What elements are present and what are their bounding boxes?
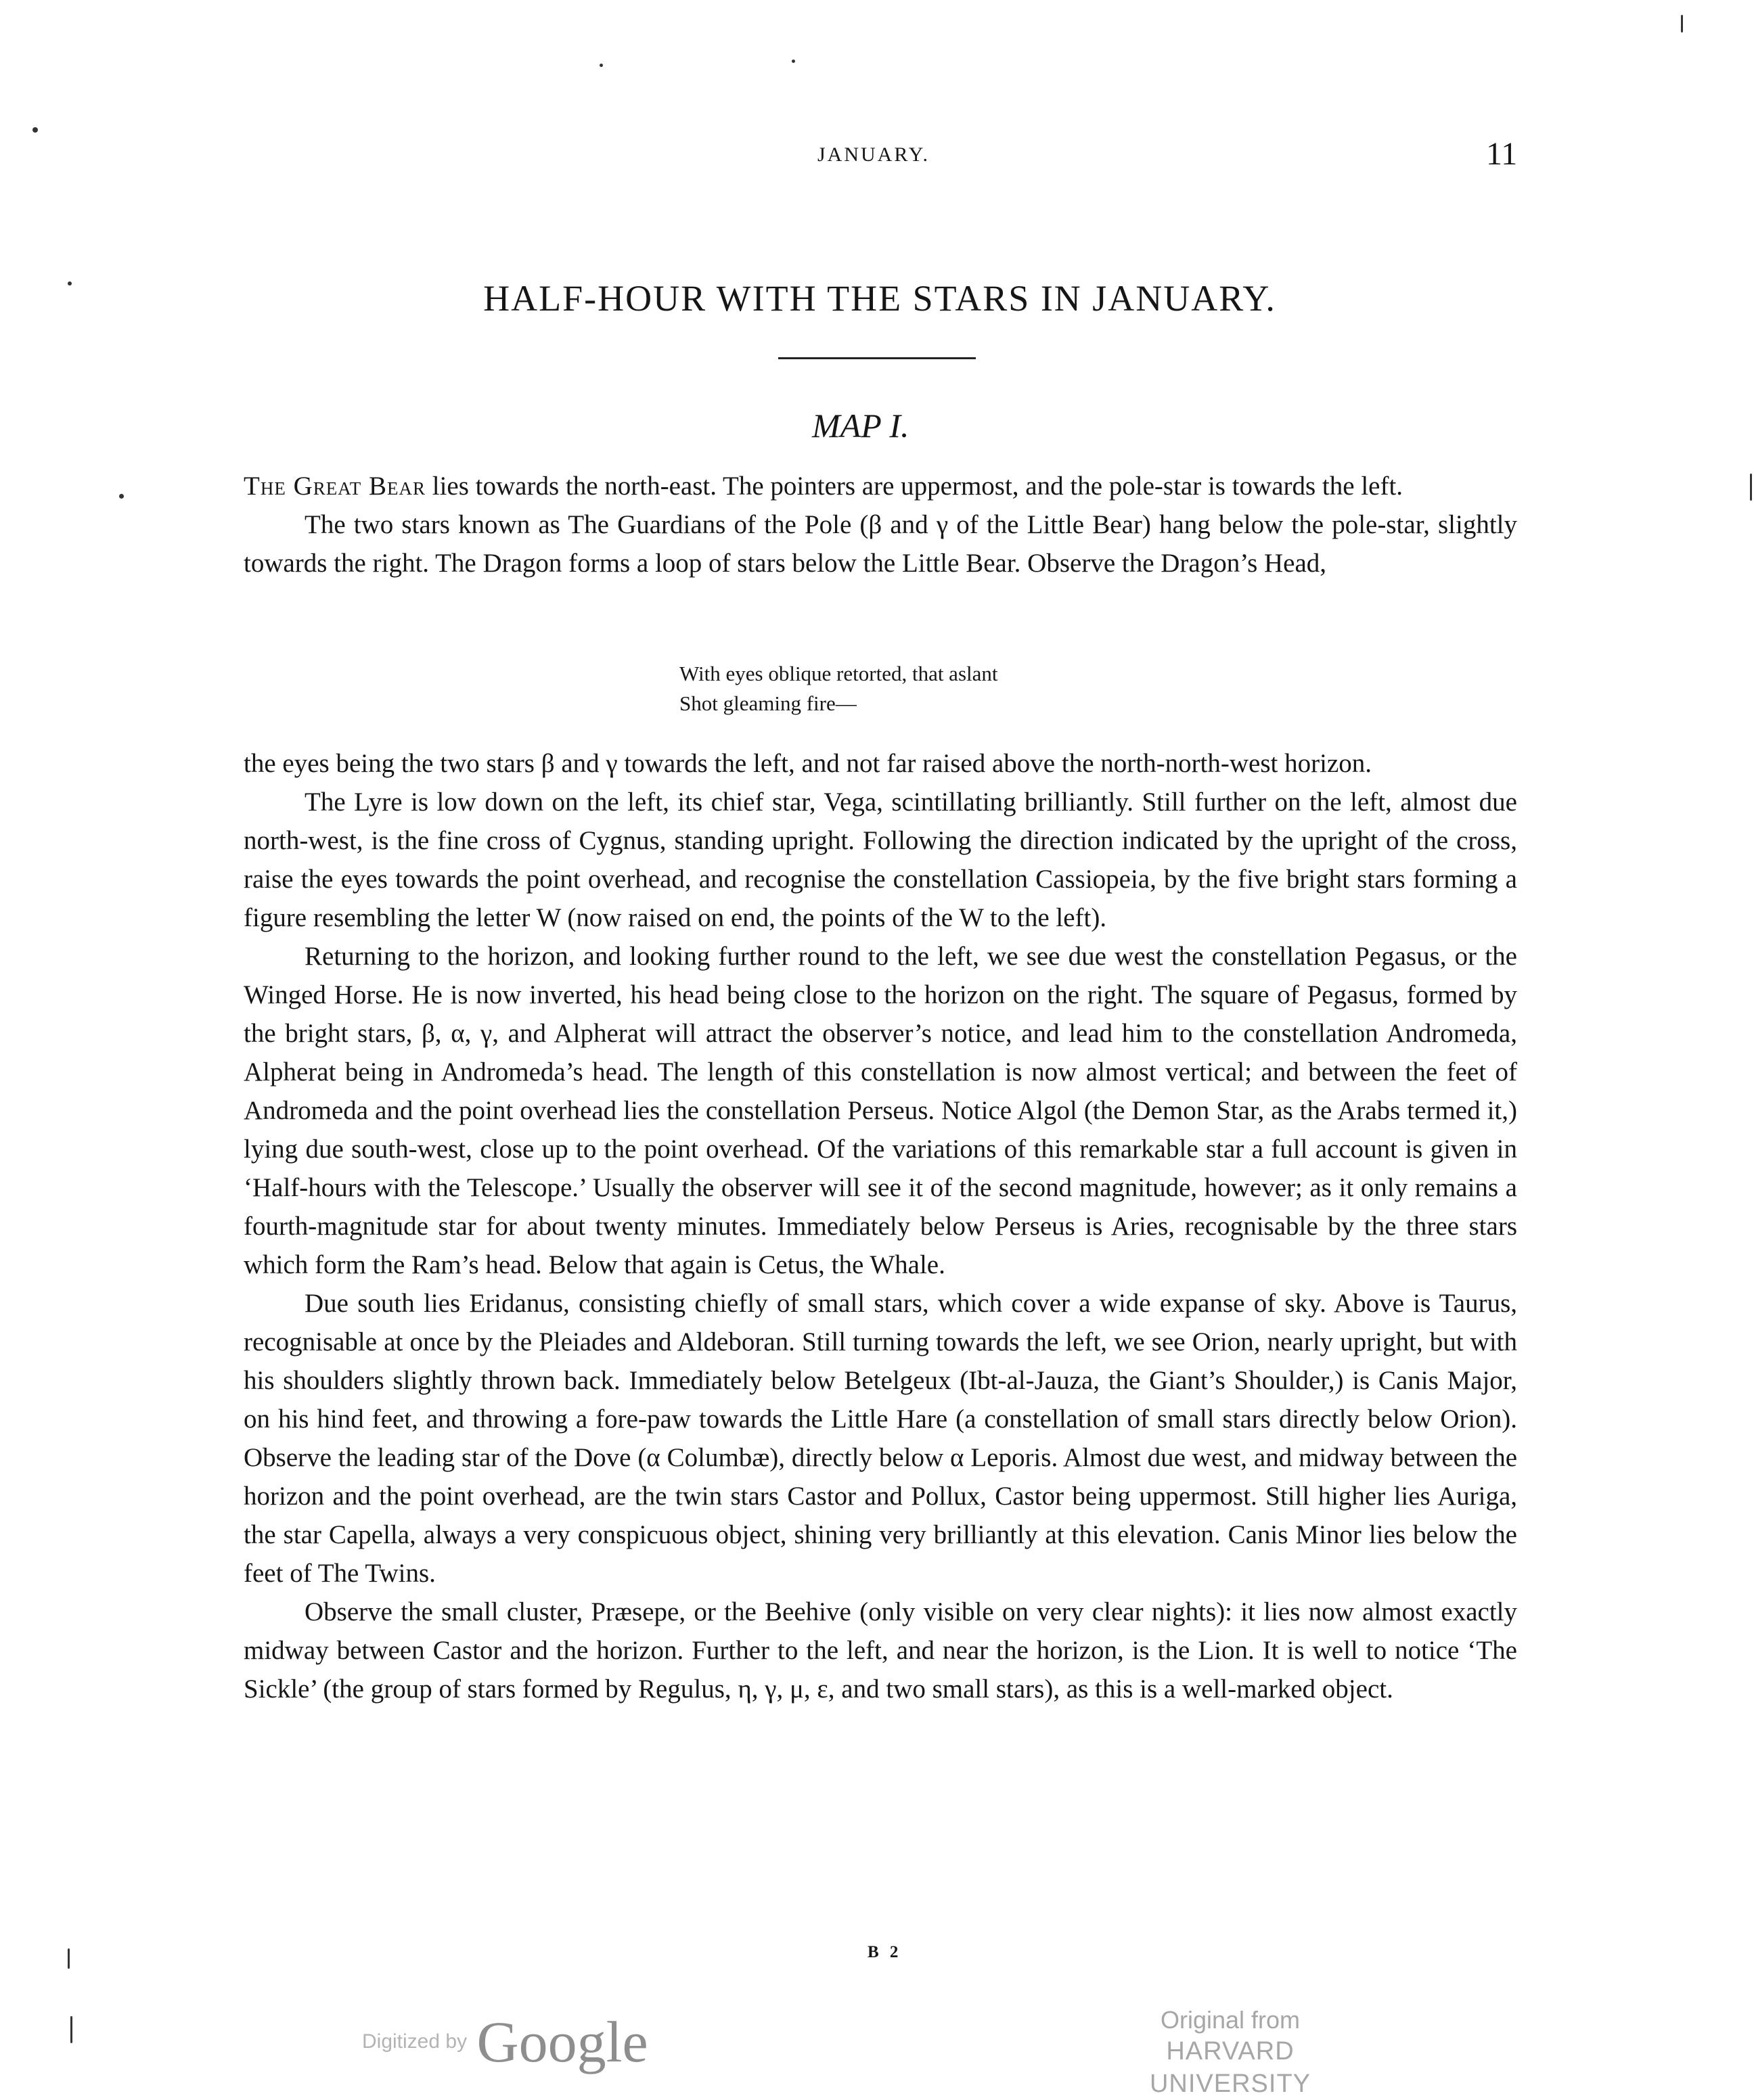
original-from-watermark: [1088, 2005, 1372, 2100]
paragraph-text: lies towards the north-east. The pointers are uppermost, and the pole-star is towards the left.: [426, 472, 1403, 501]
paragraph-lyre: The Lyre is low down on the left, its chief star, Vega, scintillating brilliantly. Still further on the left, almost due north-west, is the fine cross of Cygnus, standing upright. Following the direction indicated by the upright of the cross, raise the eyes towards the point overhead, and recognise the constellation Cassiopeia, by the five bright stars forming a figure resembling the letter W (now raised on end, the points of the W to the left).: [244, 788, 1517, 932]
scan-speck: [70, 2016, 72, 2043]
paragraph-praesepe: Observe the small cluster, Præsepe, or the Beehive (only visible on very clear nights): it lies now almost exactly midway between Castor and the horizon. Further to the left, and near the horizon, is the Lion. It is well to notice ‘The Sickle’ (the group of stars formed by Regulus, η, γ, μ, ε, and two small stars), as this is a well-marked object.: [244, 1597, 1517, 1704]
paragraph-great-bear: [244, 467, 1517, 505]
paragraph-guardians: The two stars known as The Guardians of the Pole (β and γ of the Little Bear) hang below the pole-star, slightly towards the right. The Dragon forms a loop of stars below the Little Bear. Observe the Dragon’s Head,: [244, 510, 1517, 578]
digitized-by-watermark: [362, 2008, 648, 2076]
paragraph-dragon-eyes: the eyes being the two stars β and γ towards the left, and not far raised above the north-north-west horizon.: [244, 749, 1372, 778]
main-text-block: [244, 744, 1517, 1708]
paragraph-eridanus: Due south lies Eridanus, consisting chiefly of small stars, which cover a wide expanse of sky. Above is Taurus, recognisable at once by the Pleiades and Aldeboran. Still turning towards the left, we see Orion, nearly upright, but with his shoulders slightly thrown back. Immediately below Betelgeux (Ibt-al-Jauza, the Giant’s Shoulder,) is Canis Major, on his hind feet, and throwing a fore-paw towards the Little Hare (a constellation of small stars directly below Orion). Observe the leading star of the Dove (α Columbæ), directly below α Leporis. Almost due west, and midway between the horizon and the point overhead, are the twin stars Castor and Pollux, Castor being uppermost. Still higher lies Auriga, the star Capella, always a very conspicuous object, shining very brilliantly at this elevation. Canis Minor lies below the feet of The Twins.: [244, 1289, 1517, 1588]
lead-small-caps: The Great Bear: [244, 472, 426, 501]
scan-speck: [792, 60, 795, 63]
signature-mark: B 2: [868, 1943, 902, 1961]
scan-speck: [600, 64, 603, 67]
running-head: JANUARY.: [817, 143, 930, 166]
digitized-label: Digitized by: [362, 2030, 468, 2053]
scan-speck: [119, 494, 124, 499]
library-name: HARVARD UNIVERSITY: [1149, 2037, 1311, 2098]
page-number: 11: [1486, 136, 1518, 172]
original-from-label: Original from: [1160, 2006, 1301, 2034]
scan-speck: [68, 281, 72, 286]
google-logo: Google: [476, 2009, 648, 2074]
page-title: HALF-HOUR WITH THE STARS IN JANUARY.: [483, 278, 1276, 319]
quote-line: Shot gleaming fire—: [679, 691, 857, 715]
map-heading: MAP I.: [812, 407, 909, 444]
quote-line: With eyes oblique retorted, that aslant: [679, 662, 998, 685]
scan-speck: [1750, 474, 1752, 501]
verse-quotation: [679, 659, 998, 718]
scan-speck: [68, 1948, 70, 1969]
scan-speck: [1681, 15, 1683, 32]
intro-text-block: [244, 467, 1517, 583]
title-divider: [778, 357, 976, 359]
scan-speck: [32, 127, 38, 133]
paragraph-pegasus: Returning to the horizon, and looking further round to the left, we see due west the constellation Pegasus, or the Winged Horse. He is now inverted, his head being close to the horizon on the right. The square of Pegasus, formed by the bright stars, β, α, γ, and Alpherat will attract the observer’s notice, and lead him to the constellation Andromeda, Alpherat being in Andromeda’s head. The length of this constellation is now almost vertical; and between the feet of Andromeda and the point overhead lies the constellation Perseus. Notice Algol (the Demon Star, as the Arabs termed it,) lying due south-west, close up to the point overhead. Of the variations of this remarkable star a full account is given in ‘Half-hours with the Telescope.’ Usually the observer will see it of the second magnitude, however; as it only remains a fourth-magnitude star for about twenty minutes. Immediately below Perseus is Aries, recognisable by the three stars which form the Ram’s head. Below that again is Cetus, the Whale.: [244, 942, 1517, 1279]
